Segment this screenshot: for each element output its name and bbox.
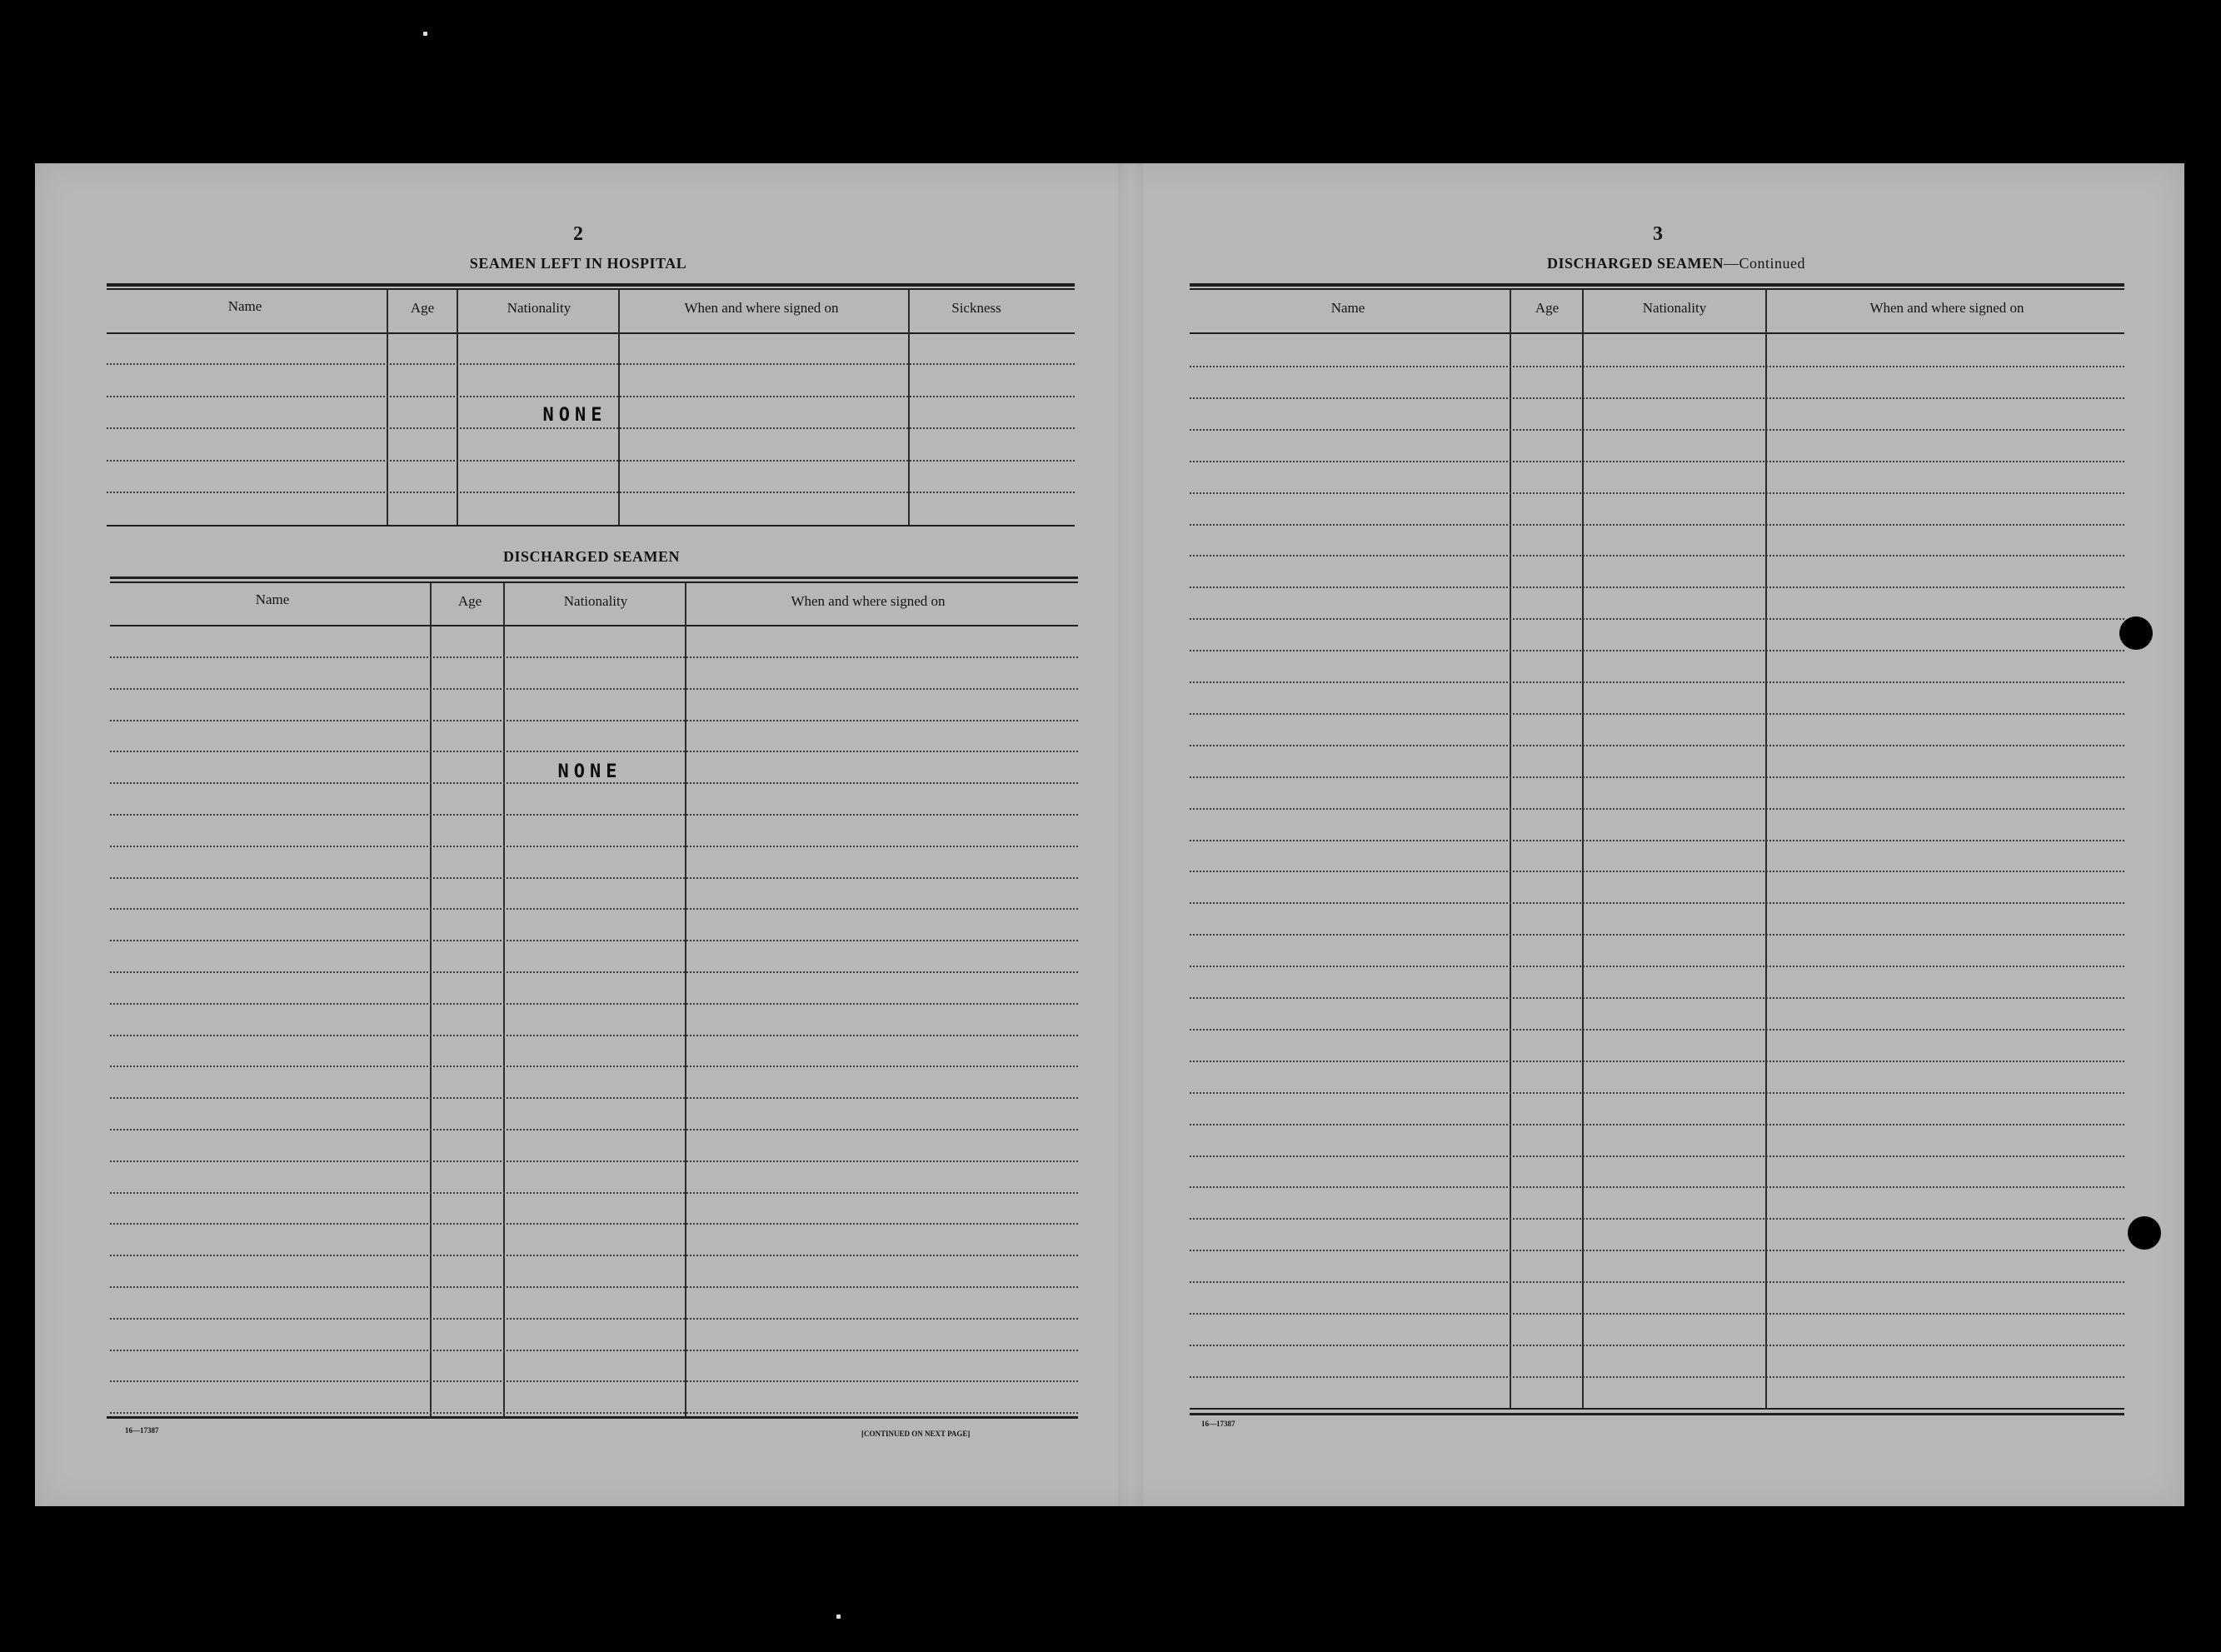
ruled-line xyxy=(110,1035,1078,1036)
right-col-name: Name xyxy=(1330,300,1365,316)
ruled-line xyxy=(1190,1281,2124,1283)
ruled-line xyxy=(110,656,1078,658)
ruled-line xyxy=(1190,1376,2124,1378)
discharged-col-divider xyxy=(503,583,505,1416)
right-col-divider xyxy=(1582,290,1584,1410)
hospital-col-sickness: Sickness xyxy=(951,300,1001,316)
right-col-signed-on: When and where signed on xyxy=(1869,300,2024,316)
ruled-line xyxy=(1190,997,2124,999)
ruled-line xyxy=(107,460,1075,462)
ruled-line xyxy=(1190,1186,2124,1188)
scan-speck xyxy=(836,1615,841,1619)
ruled-line xyxy=(1190,586,2124,588)
ruled-line xyxy=(110,1350,1078,1351)
ruled-line xyxy=(1190,776,2124,778)
ruled-line xyxy=(1190,934,2124,936)
discharged-section-title: DISCHARGED SEAMEN xyxy=(502,548,681,565)
hospital-col-divider xyxy=(908,290,910,525)
ruled-line xyxy=(1190,1250,2124,1251)
ruled-line xyxy=(1190,461,2124,462)
hospital-bottom-rule xyxy=(107,525,1075,527)
ruled-line xyxy=(110,846,1078,847)
right-col-age: Age xyxy=(1535,300,1560,316)
right-top-rule xyxy=(1190,283,2124,287)
ruled-line xyxy=(1190,681,2124,683)
ruled-line xyxy=(1190,1345,2124,1346)
ruled-line xyxy=(1190,618,2124,620)
ruled-line xyxy=(1190,429,2124,431)
ruled-line xyxy=(1190,902,2124,904)
continued-note: [CONTINUED ON NEXT PAGE] xyxy=(861,1430,971,1438)
right-page xyxy=(1143,163,2184,1506)
binder-hole-bottom xyxy=(2128,1216,2161,1250)
hospital-col-nationality: Nationality xyxy=(507,300,571,316)
hospital-col-age: Age xyxy=(410,300,435,316)
right-header-rule xyxy=(1190,332,2124,334)
hospital-col-divider xyxy=(387,290,388,525)
ruled-line xyxy=(110,1192,1078,1194)
form-number-left: 16—17387 xyxy=(125,1426,159,1435)
right-bottom-rule xyxy=(1190,1408,2124,1410)
right-top-rule-thin xyxy=(1190,288,2124,290)
hospital-section-title: SEAMEN LEFT IN HOSPITAL xyxy=(469,255,687,272)
ruled-line xyxy=(107,396,1075,397)
ruled-line xyxy=(110,1003,1078,1005)
ruled-line xyxy=(1190,397,2124,399)
ruled-line xyxy=(1190,650,2124,651)
ruled-line xyxy=(1190,713,2124,715)
page-number-right: 3 xyxy=(1653,223,1663,245)
ruled-line xyxy=(1190,555,2124,556)
right-bottom-rule-thick xyxy=(1190,1413,2124,1415)
ruled-line xyxy=(110,1097,1078,1099)
ruled-line xyxy=(1190,840,2124,841)
ruled-line xyxy=(110,1066,1078,1067)
hospital-col-signed-on: When and where signed on xyxy=(684,300,839,316)
hospital-top-rule xyxy=(107,283,1075,287)
ruled-line xyxy=(110,971,1078,973)
ruled-line xyxy=(110,1160,1078,1162)
ruled-line xyxy=(110,782,1078,784)
binder-hole-top xyxy=(2119,616,2153,650)
right-col-divider xyxy=(1510,290,1511,1410)
ruled-line xyxy=(1190,871,2124,872)
ruled-line xyxy=(1190,966,2124,967)
hospital-top-rule-thin xyxy=(107,288,1075,290)
ruled-line xyxy=(110,940,1078,941)
ruled-line xyxy=(110,1286,1078,1288)
ruled-line xyxy=(1190,1124,2124,1125)
discharged-col-divider xyxy=(430,583,432,1416)
ruled-line xyxy=(1190,366,2124,367)
scan-speck xyxy=(423,32,427,36)
document-sheet xyxy=(35,163,2184,1506)
ruled-line xyxy=(1190,1313,2124,1315)
discharged-col-signed-on: When and where signed on xyxy=(791,593,946,609)
discharged-col-nationality: Nationality xyxy=(563,593,628,609)
ruled-line xyxy=(110,1129,1078,1130)
ruled-line xyxy=(107,427,1075,429)
ruled-line xyxy=(110,908,1078,910)
discharged-col-divider xyxy=(685,583,686,1416)
hospital-col-divider xyxy=(618,290,620,525)
right-title-main: DISCHARGED SEAMEN xyxy=(1546,255,1724,272)
ruled-line xyxy=(110,1380,1078,1382)
page-number-left: 2 xyxy=(573,223,583,245)
hospital-col-divider xyxy=(457,290,458,525)
discharged-header-rule xyxy=(110,625,1078,626)
ruled-line xyxy=(110,814,1078,816)
ruled-line xyxy=(1190,1155,2124,1157)
ruled-line xyxy=(1190,1218,2124,1220)
hospital-header-rule xyxy=(107,332,1075,334)
ruled-line xyxy=(107,492,1075,493)
discharged-bottom-rule xyxy=(107,1416,1078,1419)
discharged-col-name: Name xyxy=(255,591,290,607)
ruled-line xyxy=(1190,492,2124,494)
ruled-line xyxy=(1190,808,2124,810)
ruled-line xyxy=(1190,1029,2124,1031)
hospital-none-stamp: NONE xyxy=(542,405,607,426)
right-title-continued: —Continued xyxy=(1724,255,1806,272)
page-fold xyxy=(1118,163,1143,1506)
right-col-nationality: Nationality xyxy=(1642,300,1707,316)
form-number-right: 16—17387 xyxy=(1201,1420,1235,1428)
ruled-line xyxy=(110,1412,1078,1414)
ruled-line xyxy=(110,720,1078,721)
discharged-none-stamp: NONE xyxy=(557,761,622,782)
ruled-line xyxy=(1190,524,2124,526)
ruled-line xyxy=(110,877,1078,879)
ruled-line xyxy=(110,688,1078,690)
ruled-line xyxy=(110,1255,1078,1256)
discharged-top-rule-thin xyxy=(110,581,1078,583)
right-col-divider xyxy=(1765,290,1767,1410)
hospital-col-name: Name xyxy=(227,298,262,314)
ruled-line xyxy=(107,363,1075,365)
discharged-top-rule xyxy=(110,576,1078,579)
left-page xyxy=(35,163,1118,1506)
ruled-line xyxy=(110,1318,1078,1320)
ruled-line xyxy=(1190,1092,2124,1094)
ruled-line xyxy=(1190,745,2124,746)
ruled-line xyxy=(110,1223,1078,1225)
ruled-line xyxy=(110,751,1078,752)
ruled-line xyxy=(1190,1061,2124,1062)
discharged-col-age: Age xyxy=(457,593,482,609)
right-section-title xyxy=(1547,255,1805,272)
